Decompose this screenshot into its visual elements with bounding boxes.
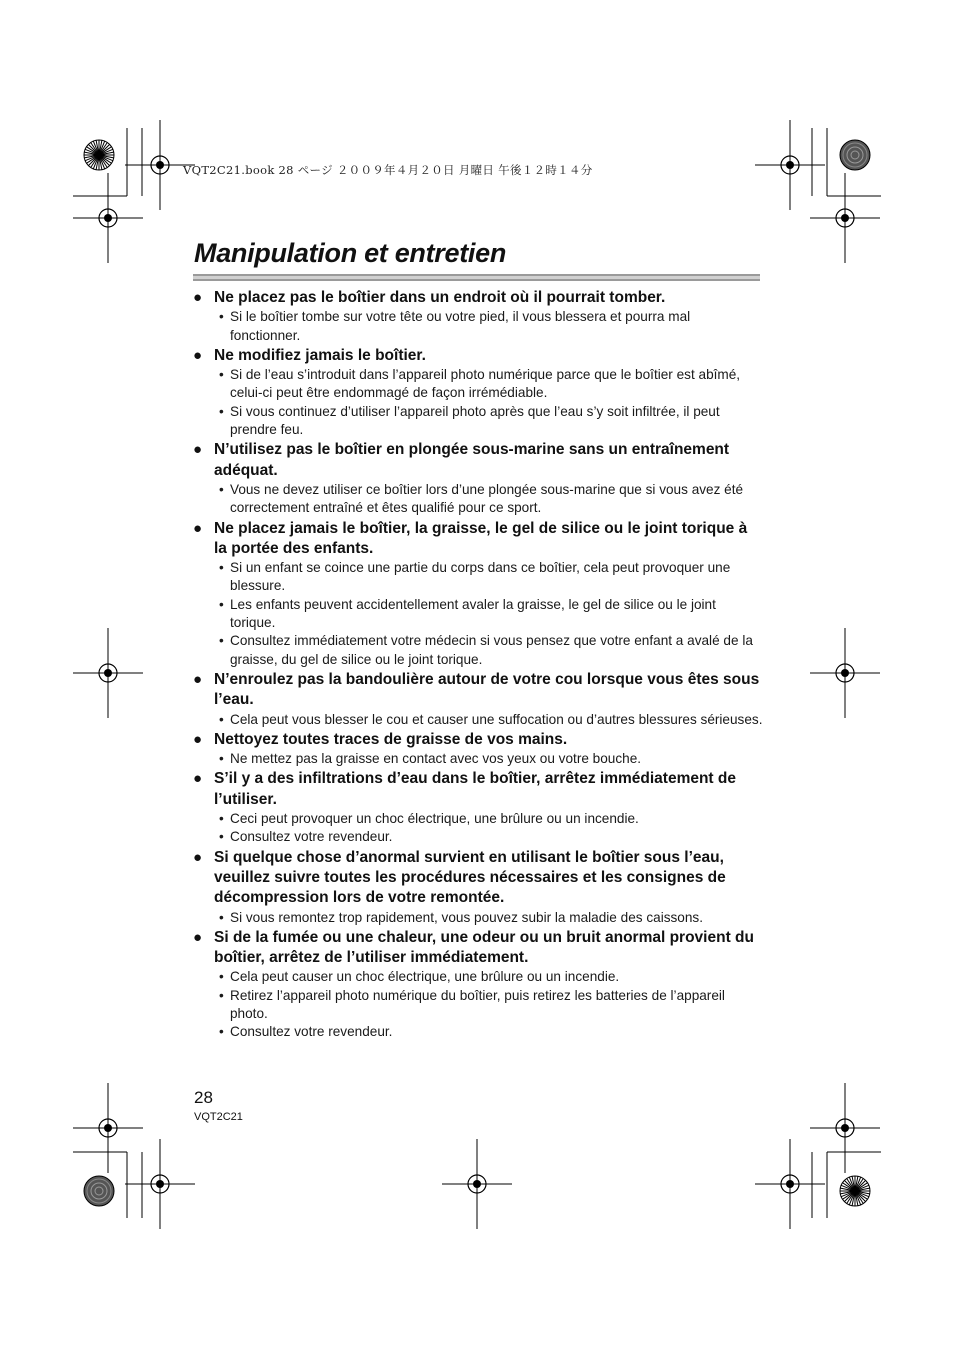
instruction-detail <box>193 987 763 1024</box>
safety-instructions-list <box>193 287 763 1042</box>
sub-bullet-icon: • <box>219 367 224 383</box>
instruction-heading-text: Nettoyez toutes traces de graisse de vos mains. <box>214 730 568 748</box>
instruction-detail-text: Cela peut vous blesser le cou et causer une suffocation ou d’autres blessures sérieuses. <box>230 711 763 727</box>
bullet-dot-icon: ● <box>193 730 203 748</box>
instruction-detail-text: Ceci peut provoquer un choc électrique, une brûlure ou un incendie. <box>230 811 639 827</box>
instruction-detail <box>193 559 763 596</box>
sub-bullet-icon: • <box>219 811 224 827</box>
instruction-detail-text: Les enfants peuvent accidentellement avaler la graisse, le gel de silice ou le joint torique. <box>230 596 716 631</box>
instruction-detail <box>193 596 763 633</box>
instruction-detail-text: Si vous remontez trop rapidement, vous pouvez subir la maladie des caissons. <box>230 909 704 925</box>
instruction-detail-text: Cela peut causer un choc électrique, une brûlure ou un incendie. <box>230 969 620 985</box>
instruction-heading <box>193 769 763 810</box>
instruction-item <box>193 769 763 846</box>
instruction-detail <box>193 968 763 986</box>
instruction-detail-text: Vous ne devez utiliser ce boîtier lors d’une plongée sous-marine que si vous avez été correctement entraîné et êtes qualifié pour ce sport. <box>230 481 744 516</box>
sub-bullet-icon: • <box>219 909 224 925</box>
instruction-detail-text: Retirez l’appareil photo numérique du boîtier, puis retirez les batteries de l’appareil photo. <box>230 987 725 1021</box>
print-header-line: VQT2C21.book 28 ページ ２００９年４月２０日 月曜日 午後１２時１４分 <box>183 163 593 177</box>
instruction-heading-text: S’il y a des infiltrations d’eau dans le boîtier, arrêtez immédiatement de l’utiliser. <box>214 770 736 808</box>
sub-bullet-icon: • <box>219 1024 224 1040</box>
sub-bullet-icon: • <box>219 751 224 767</box>
instruction-heading <box>193 440 763 481</box>
sub-bullet-icon: • <box>219 633 224 649</box>
instruction-heading-text: N’utilisez pas le boîtier en plongée sous-marine sans un entraînement adéquat. <box>214 441 730 479</box>
instruction-detail <box>193 828 763 846</box>
instruction-detail <box>193 366 763 403</box>
instruction-detail <box>193 632 763 669</box>
instruction-detail-text: Ne mettez pas la graisse en contact avec vos yeux ou votre bouche. <box>230 751 642 767</box>
bullet-dot-icon: ● <box>193 289 203 306</box>
bullet-dot-icon: ● <box>193 519 203 537</box>
sub-bullet-icon: • <box>219 309 224 325</box>
bullet-dot-icon: ● <box>193 346 203 364</box>
instruction-heading <box>193 730 763 750</box>
instruction-item <box>193 928 763 1042</box>
instruction-detail-text: Consultez votre revendeur. <box>230 1024 393 1040</box>
instruction-detail <box>193 909 763 927</box>
instruction-item <box>193 346 763 439</box>
bullet-dot-icon: ● <box>193 770 203 788</box>
instruction-item <box>193 670 763 729</box>
instruction-detail <box>193 711 763 729</box>
title-underline-rule <box>193 274 760 281</box>
sub-bullet-icon: • <box>219 829 224 845</box>
sub-bullet-icon: • <box>219 596 224 612</box>
sub-bullet-icon: • <box>219 560 224 576</box>
instruction-heading <box>193 928 763 969</box>
instruction-detail-text: Consultez immédiatement votre médecin si vous pensez que votre enfant a avalé de la graisse, du gel de silice ou le joint torique. <box>230 633 753 667</box>
bullet-dot-icon: ● <box>193 848 203 866</box>
instruction-heading-text: Ne modifiez jamais le boîtier. <box>214 346 426 364</box>
instruction-heading-text: Si de la fumée ou une chaleur, une odeur ou un bruit anormal provient du boîtier, arrêtez de l’utiliser immédiatement. <box>214 928 754 967</box>
instruction-item <box>193 730 763 769</box>
instruction-item <box>193 288 763 345</box>
instruction-detail-text: Consultez votre revendeur. <box>230 829 393 845</box>
instruction-detail-text: Si vous continuez d’utiliser l’appareil photo après que l’eau s’y soit infiltrée, il peut prendre feu. <box>230 403 720 438</box>
instruction-item <box>193 440 763 517</box>
instruction-detail <box>193 810 763 828</box>
sub-bullet-icon: • <box>219 969 224 985</box>
instruction-heading-text: Ne placez pas le boîtier dans un endroit où il pourrait tomber. <box>214 289 666 306</box>
instruction-detail <box>193 750 763 768</box>
instruction-detail <box>193 308 763 345</box>
instruction-detail <box>193 1023 763 1041</box>
model-code: VQT2C21 <box>194 1111 243 1123</box>
instruction-heading <box>193 288 763 308</box>
instruction-heading <box>193 848 763 909</box>
instruction-heading <box>193 346 763 366</box>
sub-bullet-icon: • <box>219 481 224 497</box>
instruction-heading <box>193 670 763 711</box>
page-title: Manipulation et entretien <box>194 238 507 268</box>
instruction-item <box>193 519 763 669</box>
sub-bullet-icon: • <box>219 403 224 419</box>
instruction-heading-text: N’enroulez pas la bandoulière autour de votre cou lorsque vous êtes sous l’eau. <box>214 670 760 709</box>
sub-bullet-icon: • <box>219 987 224 1003</box>
bullet-dot-icon: ● <box>193 928 203 946</box>
instruction-heading-text: Si quelque chose d’anormal survient en utilisant le boîtier sous l’eau, veuillez suivre toutes les procédures nécessaires et les consignes de décompression lors de votre remontée. <box>214 848 726 907</box>
instruction-item <box>193 848 763 927</box>
bullet-dot-icon: ● <box>193 441 203 459</box>
instruction-detail <box>193 403 763 440</box>
instruction-heading-text: Ne placez jamais le boîtier, la graisse, le gel de silice ou le joint torique à la portée des enfants. <box>214 519 748 557</box>
instruction-heading <box>193 519 763 560</box>
instruction-detail-text: Si un enfant se coince une partie du corps dans ce boîtier, cela peut provoquer une blessure. <box>230 560 731 594</box>
instruction-detail-text: Si de l’eau s’introduit dans l’appareil photo numérique parce que le boîtier est abîmé, celui-ci peut être endommagé de façon irrémédiable. <box>230 367 741 401</box>
instruction-detail-text: Si le boîtier tombe sur votre tête ou votre pied, il vous blessera et pourra mal fonctionner. <box>230 309 691 343</box>
instruction-detail <box>193 481 763 518</box>
page-number: 28 <box>194 1088 213 1107</box>
bullet-dot-icon: ● <box>193 670 203 688</box>
sub-bullet-icon: • <box>219 711 224 727</box>
